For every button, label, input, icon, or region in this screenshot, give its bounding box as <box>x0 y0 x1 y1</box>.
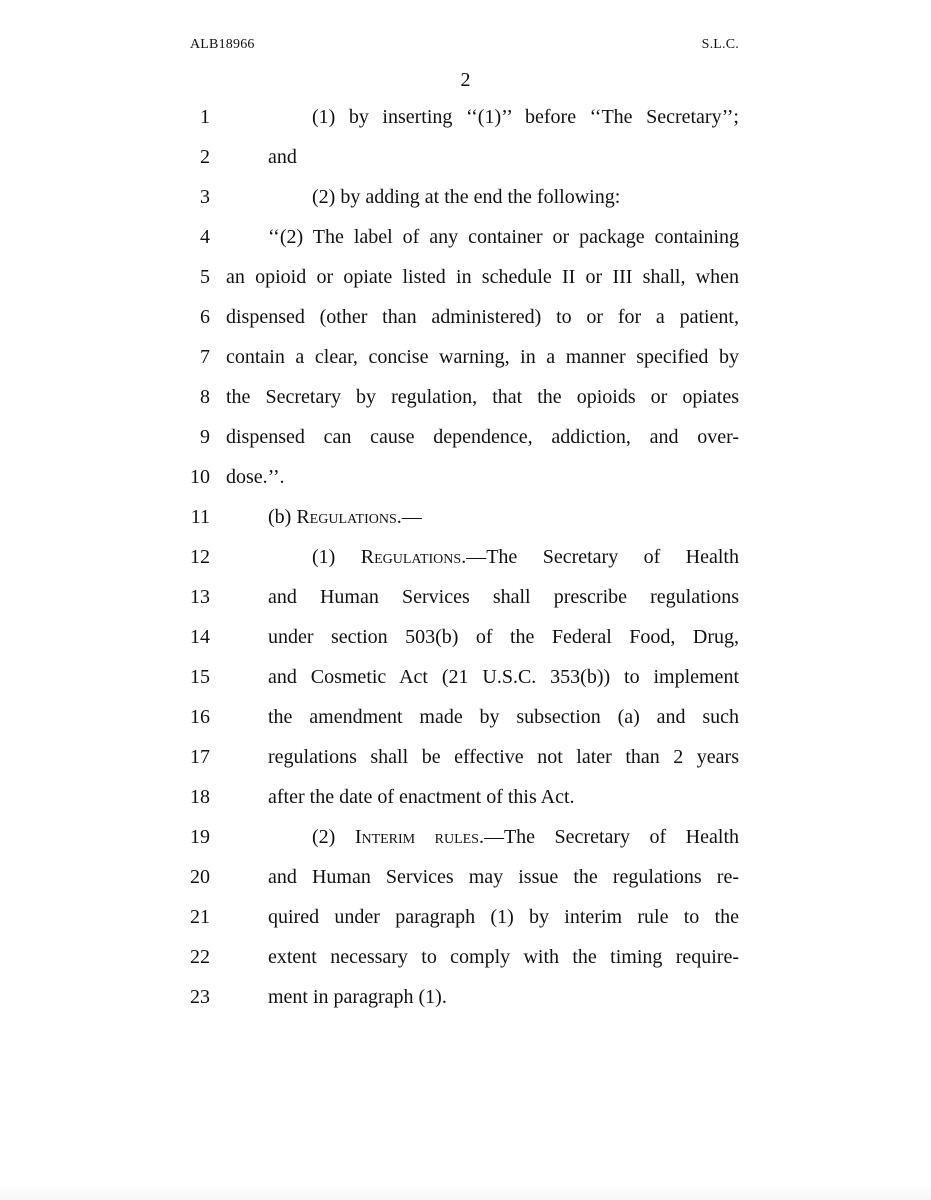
page-number: 2 <box>460 69 471 91</box>
line-number: 13 <box>190 586 210 608</box>
subsection-prefix: (b) <box>268 506 297 528</box>
text-line <box>0 105 931 145</box>
line-number: 4 <box>200 226 210 248</box>
line-content: dose.’’. <box>226 466 285 488</box>
line-number: 7 <box>200 346 210 368</box>
line-content: and Cosmetic Act (21 U.S.C. 353(b)) to implement <box>268 666 739 688</box>
line-number: 20 <box>190 866 210 888</box>
text-line <box>0 985 931 1025</box>
text-line <box>0 505 931 545</box>
text-line <box>0 825 931 865</box>
line-content <box>312 825 739 849</box>
line-number: 15 <box>190 666 210 688</box>
line-number: 21 <box>190 906 210 928</box>
line-content: under section 503(b) of the Federal Food, Drug, <box>268 626 739 648</box>
subsection-heading: Regulations <box>296 506 397 528</box>
line-number: 5 <box>200 266 210 288</box>
line-number: 23 <box>190 986 210 1008</box>
line-content: and <box>268 146 297 168</box>
text-line <box>0 545 931 585</box>
text-line <box>0 185 931 225</box>
line-content: an opioid or opiate listed in schedule II or III shall, when <box>226 266 739 288</box>
line-number: 6 <box>200 306 210 328</box>
document-id: ALB18966 <box>190 37 255 52</box>
line-content: (2) by adding at the end the following: <box>312 186 621 208</box>
text-line <box>0 585 931 625</box>
text-line <box>0 265 931 305</box>
line-number: 3 <box>200 186 210 208</box>
line-content: extent necessary to comply with the timing require- <box>268 946 739 968</box>
page-bottom-edge <box>0 1186 931 1200</box>
slc-label: S.L.C. <box>701 37 739 52</box>
paragraph-prefix: (1) <box>312 546 361 568</box>
line-number: 2 <box>200 146 210 168</box>
line-content: dispensed can cause dependence, addiction, and over- <box>226 426 739 448</box>
text-line <box>0 145 931 185</box>
line-content: contain a clear, concise warning, in a manner specified by <box>226 346 739 368</box>
text-line <box>0 305 931 345</box>
line-content: quired under paragraph (1) by interim rule to the <box>268 906 739 928</box>
line-number: 12 <box>190 546 210 568</box>
text-line <box>0 465 931 505</box>
paragraph-text: .—The Secretary of Health <box>461 546 739 568</box>
line-content: dispensed (other than administered) to or for a patient, <box>226 306 739 328</box>
line-number: 9 <box>200 426 210 448</box>
text-line <box>0 665 931 705</box>
line-content <box>312 545 739 569</box>
line-number: 18 <box>190 786 210 808</box>
line-content: and Human Services may issue the regulations re- <box>268 866 739 888</box>
text-line <box>0 745 931 785</box>
text-line <box>0 425 931 465</box>
line-content: the amendment made by subsection (a) and such <box>268 706 739 728</box>
paragraph-heading: Interim rules <box>354 826 479 848</box>
paragraph-prefix: (2) <box>312 826 355 848</box>
line-content: (1) by inserting ‘‘(1)’’ before ‘‘The Secretary’’; <box>312 106 739 128</box>
line-number: 17 <box>190 746 210 768</box>
line-content: regulations shall be effective not later than 2 years <box>268 746 739 768</box>
text-line <box>0 865 931 905</box>
text-line <box>0 945 931 985</box>
text-line <box>0 385 931 425</box>
line-number: 8 <box>200 386 210 408</box>
line-number: 11 <box>190 506 210 528</box>
line-content: the Secretary by regulation, that the opioids or opiates <box>226 386 739 408</box>
line-content <box>268 505 739 529</box>
text-line <box>0 785 931 825</box>
line-number: 19 <box>190 826 210 848</box>
text-line <box>0 625 931 665</box>
text-line <box>0 705 931 745</box>
line-content: ment in paragraph (1). <box>268 986 447 1008</box>
line-number: 10 <box>190 466 210 488</box>
paragraph-text: .—The Secretary of Health <box>478 826 739 848</box>
paragraph-heading: Regulations <box>360 546 462 568</box>
text-line <box>0 345 931 385</box>
line-number: 14 <box>190 626 210 648</box>
line-number: 16 <box>190 706 210 728</box>
text-line <box>0 905 931 945</box>
line-content: after the date of enactment of this Act. <box>268 786 575 808</box>
line-content: and Human Services shall prescribe regulations <box>268 586 739 608</box>
text-line <box>0 225 931 265</box>
subsection-dash: .— <box>396 506 422 528</box>
line-number: 22 <box>190 946 210 968</box>
line-content: ‘‘(2) The label of any container or package containing <box>268 226 739 248</box>
line-number: 1 <box>200 106 210 128</box>
